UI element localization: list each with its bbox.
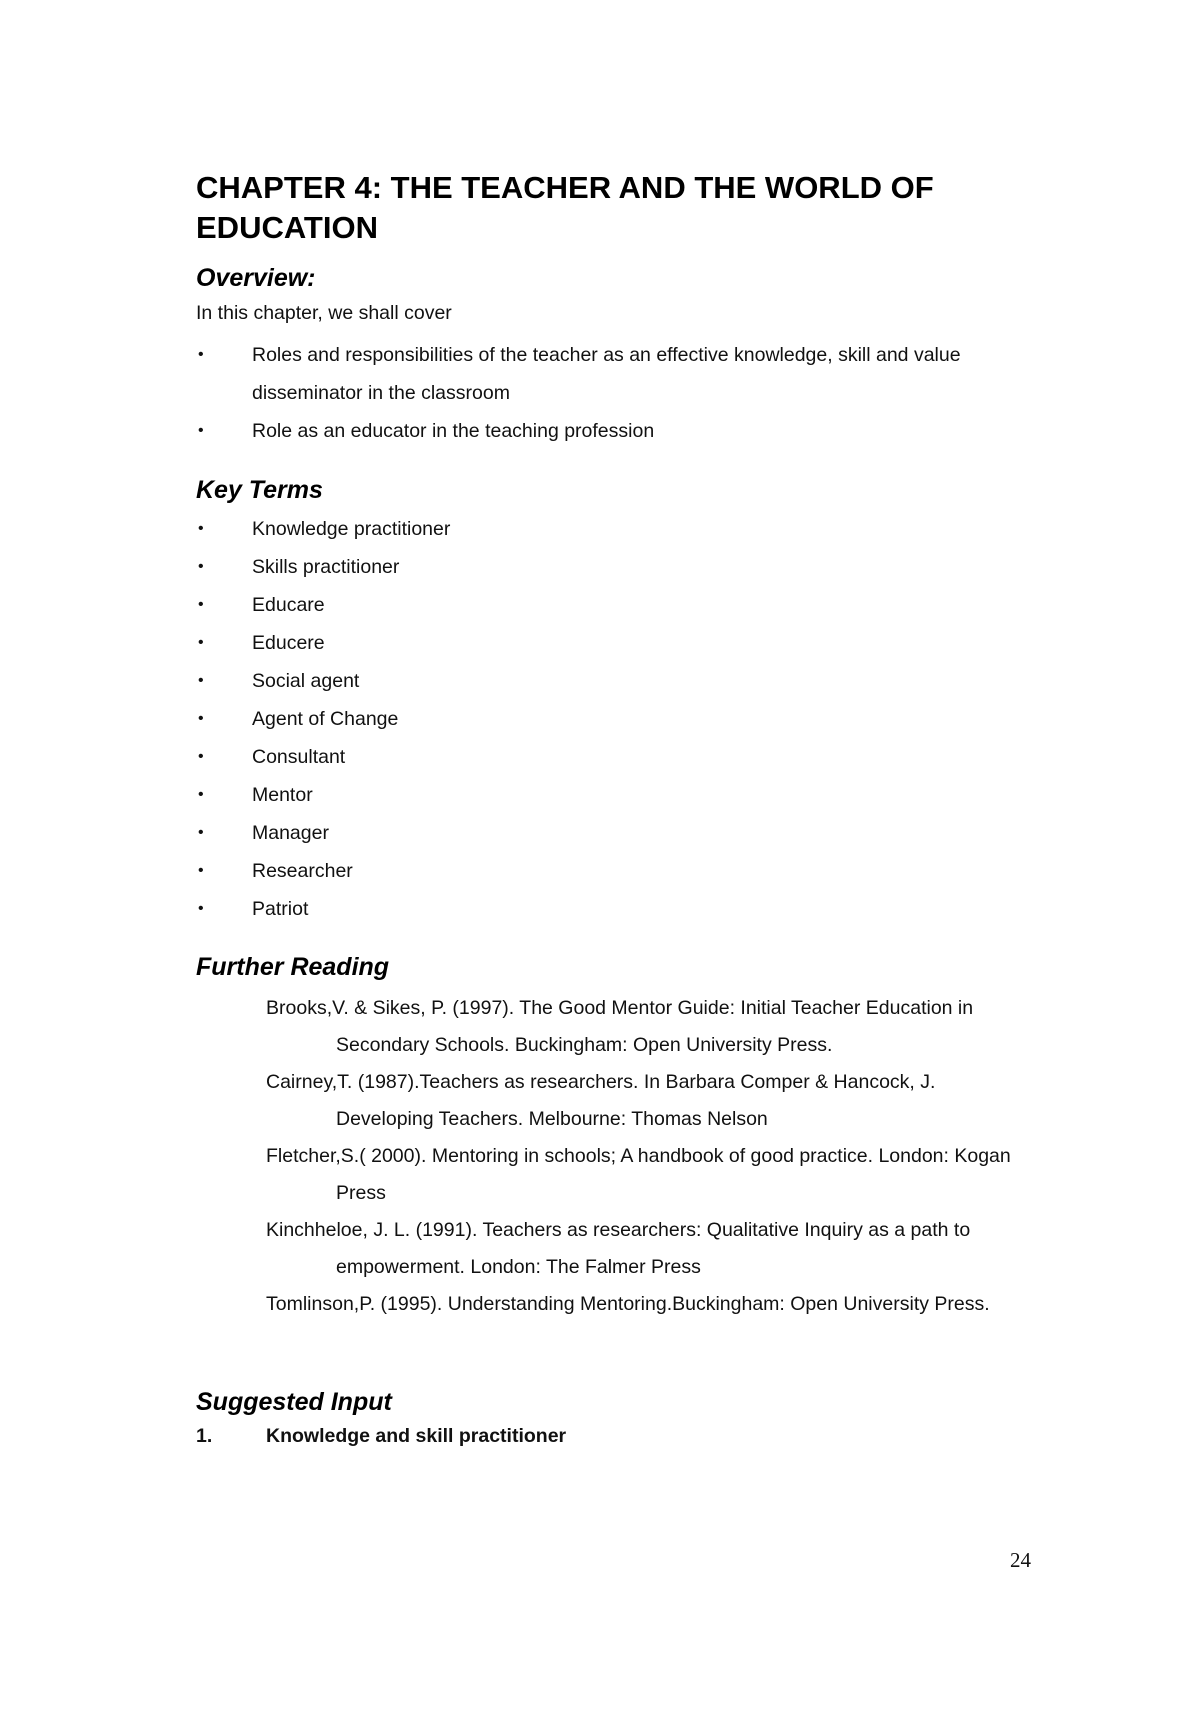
item-number: 1.: [196, 1425, 213, 1447]
key-term-text: Patriot: [252, 898, 309, 920]
key-term-item: [196, 624, 1056, 662]
key-term-item: [196, 890, 1056, 928]
key-term-item: [196, 548, 1056, 586]
bullet-icon: •: [198, 558, 204, 575]
suggested-input-item: [196, 1425, 566, 1448]
overview-intro: In this chapter, we shall cover: [196, 302, 452, 324]
bullet-icon: •: [198, 596, 204, 613]
key-term-item: [196, 700, 1056, 738]
overview-heading: Overview:: [196, 264, 316, 292]
bullet-icon: •: [198, 824, 204, 841]
bullet-icon: •: [198, 862, 204, 879]
key-term-text: Educare: [252, 594, 325, 616]
key-term-text: Consultant: [252, 746, 346, 768]
key-term-text: Mentor: [252, 784, 313, 806]
reference-list: [266, 990, 1036, 1323]
item-text: Knowledge and skill practitioner: [266, 1425, 567, 1447]
bullet-icon: •: [198, 748, 204, 765]
key-term-item: [196, 738, 1056, 776]
key-terms-list: [196, 510, 1056, 928]
reference-item: Cairney,T. (1987).Teachers as researchers. In Barbara Comper & Hancock, J. Developing Teachers. Melbourne: Thomas Nelson: [266, 1071, 936, 1130]
key-term-text: Researcher: [252, 860, 353, 882]
reference-item: Fletcher,S.( 2000). Mentoring in schools; A handbook of good practice. London: Kogan Press: [266, 1145, 1011, 1204]
overview-list: [196, 336, 1056, 450]
key-term-item: [196, 814, 1056, 852]
key-term-item: [196, 662, 1056, 700]
bullet-icon: •: [198, 786, 204, 803]
bullet-icon: •: [198, 672, 204, 689]
key-term-item: [196, 510, 1056, 548]
key-terms-heading: Key Terms: [196, 476, 323, 504]
key-term-text: Skills practitioner: [252, 556, 400, 578]
bullet-icon: •: [198, 710, 204, 727]
key-term-text: Educere: [252, 632, 325, 654]
reference-item: Tomlinson,P. (1995). Understanding Mentoring.Buckingham: Open University Press.: [266, 1293, 990, 1315]
reference-item: Brooks,V. & Sikes, P. (1997). The Good Mentor Guide: Initial Teacher Education in Secondary Schools. Buckingham: Open University Press.: [266, 997, 974, 1056]
overview-item: [196, 412, 1056, 450]
chapter-title: CHAPTER 4: THE TEACHER AND THE WORLD OF EDUCATION: [196, 170, 934, 245]
overview-item: [196, 336, 1056, 412]
page-number: 24: [1010, 1548, 1031, 1572]
key-term-item: [196, 586, 1056, 624]
bullet-icon: •: [198, 634, 204, 651]
bullet-icon: •: [198, 520, 204, 537]
reference-item: Kinchheloe, J. L. (1991). Teachers as researchers: Qualitative Inquiry as a path to empowerment. London: The Falmer Press: [266, 1219, 971, 1278]
further-reading-heading: Further Reading: [196, 953, 390, 981]
key-term-item: [196, 852, 1056, 890]
suggested-input-heading: Suggested Input: [196, 1388, 392, 1416]
key-term-text: Knowledge practitioner: [252, 518, 451, 540]
key-term-text: Manager: [252, 822, 329, 844]
bullet-icon: •: [198, 422, 204, 439]
key-term-text: Agent of Change: [252, 708, 399, 730]
overview-item-text: Roles and responsibilities of the teacher as an effective knowledge, skill and value disseminator in the classroom: [252, 344, 961, 404]
key-term-item: [196, 776, 1056, 814]
overview-item-text: Role as an educator in the teaching profession: [252, 420, 655, 442]
bullet-icon: •: [198, 900, 204, 917]
key-term-text: Social agent: [252, 670, 360, 692]
bullet-icon: •: [198, 346, 204, 363]
